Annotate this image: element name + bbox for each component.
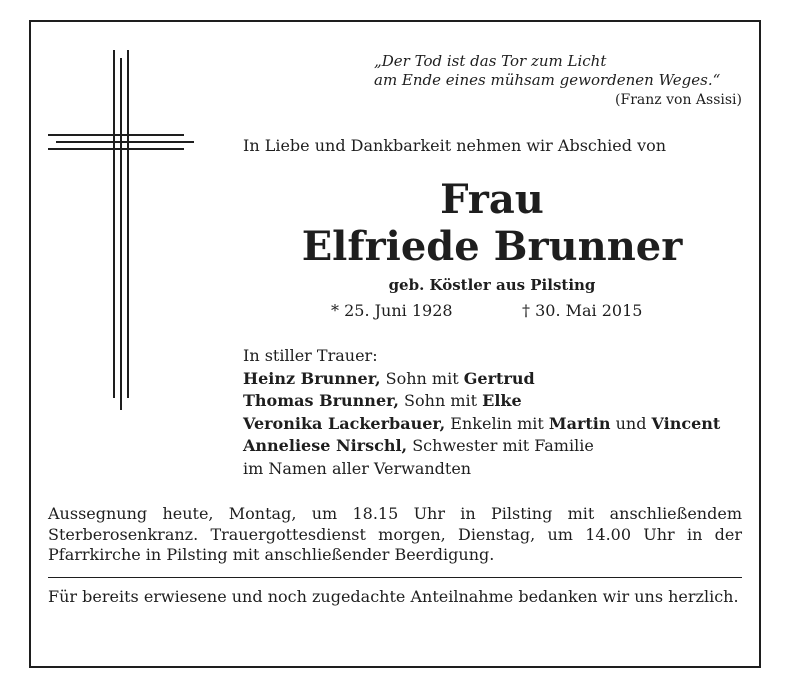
intro-text: In Liebe und Dankbarkeit nehmen wir Abschied von <box>243 136 667 155</box>
death-date: † 30. Mai 2015 <box>522 301 643 320</box>
mourner-row <box>243 413 720 436</box>
mourners-footer: im Namen aller Verwandten <box>243 458 472 478</box>
mourner-conjunction: und <box>610 413 652 433</box>
divider <box>48 577 742 578</box>
mourner-partner: Gertrud <box>463 368 535 388</box>
birth-name: geb. Köstler aus Pilsting <box>388 276 596 294</box>
deceased-name: Elfriede Brunner <box>301 223 683 270</box>
quote-author: (Franz von Assisi) <box>615 92 742 108</box>
quote-line-1: „Der Tod ist das Tor zum Licht <box>374 52 607 70</box>
mourners-heading: In stiller Trauer: <box>243 346 378 365</box>
salutation: Frau <box>440 176 544 223</box>
mourner-row <box>243 368 720 391</box>
mourner-row <box>243 435 720 458</box>
mourner-relation: Schwester mit Familie <box>407 436 594 455</box>
birth-date: * 25. Juni 1928 <box>331 301 453 320</box>
mourner-name: Veronika Lackerbauer, <box>243 413 446 433</box>
mourner-partner-2: Vincent <box>651 413 721 433</box>
mourner-partner: Martin <box>548 413 611 433</box>
mourner-relation: Sohn mit <box>380 368 464 388</box>
mourner-relation: Sohn mit <box>398 391 483 410</box>
service-details: Aussegnung heute, Montag, um 18.15 Uhr in Pilsting mit anschließendem Sterberosenkranz. Trauergottesdienst morgen, Dienstag, um 14.00 Uhr in der Pfarrkirche in Pilsting mit anschließender Beerdigung. <box>48 504 742 564</box>
mourner-name: Thomas Brunner, <box>243 391 399 410</box>
mourners-block <box>243 345 720 480</box>
mourner-relation: Enkelin mit <box>445 413 549 433</box>
mourner-row <box>243 390 720 413</box>
mourner-name: Anneliese Nirschl, <box>243 436 408 455</box>
thanks-text: Für bereits erwiesene und noch zugedachte Anteilnahme bedanken wir uns herzlich. <box>48 587 739 606</box>
mourner-partner: Elke <box>482 391 522 410</box>
mourner-name: Heinz Brunner, <box>243 368 381 388</box>
cross-icon <box>48 50 194 410</box>
quote-line-2: am Ende eines mühsam gewordenen Weges.“ <box>374 71 721 89</box>
